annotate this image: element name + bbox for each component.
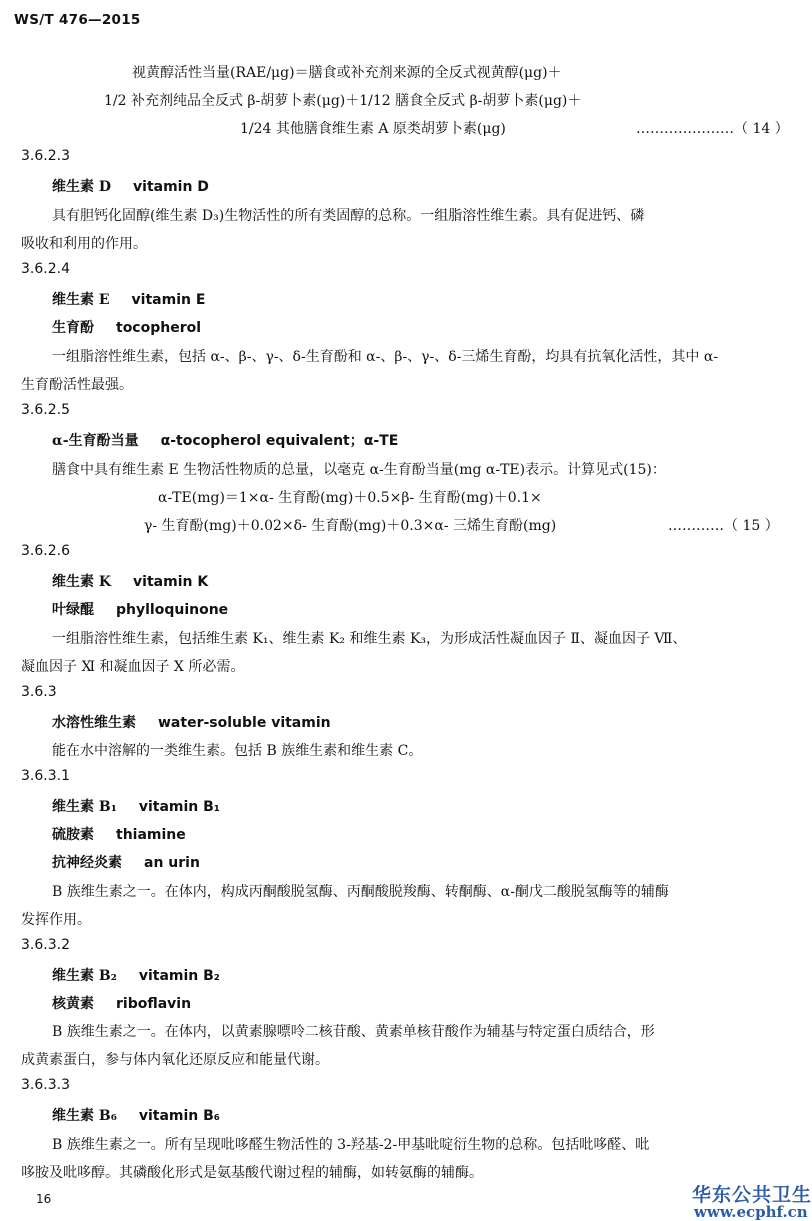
definition-line: 能在水中溶解的一类维生素。包括 B 族维生素和维生素 C。: [52, 743, 423, 759]
term-cn: 硫胺素: [52, 827, 94, 843]
section-number: 3.6.2.3: [21, 148, 70, 164]
term-vitamin-b2: [52, 965, 220, 985]
definition-line: 哆胺及吡哆醇。其磷酸化形式是氨基酸代谢过程的辅酶，如转氨酶的辅酶。: [21, 1165, 483, 1181]
term-aneurin: [52, 852, 200, 872]
term-cn: 维生素 K: [52, 574, 112, 590]
term-tocopherol: [52, 317, 201, 337]
term-cn: 维生素 B₆: [52, 1108, 117, 1124]
term-cn: 生育酚: [52, 320, 94, 336]
definition-line: 凝血因子 Ⅺ 和凝血因子 Ⅹ 所必需。: [21, 659, 245, 675]
definition-line: 一组脂溶性维生素，包括 α-、β-、γ-、δ-生育酚和 α-、β-、γ-、δ-三烯生育酚，均具有抗氧化活性，其中 α-: [52, 349, 719, 365]
term-alpha-te: [52, 430, 398, 450]
formula-14-number: …………………（ 14 ）: [636, 121, 789, 137]
definition-line: B 族维生素之一。在体内，以黄素腺嘌呤二核苷酸、黄素单核苷酸作为辅基与特定蛋白质结合，形: [52, 1024, 655, 1040]
section-number: 3.6.2.6: [21, 543, 70, 559]
term-cn: α-生育酚当量: [52, 433, 139, 449]
section-number: 3.6.3.1: [21, 768, 70, 784]
term-en: vitamin B₁: [138, 799, 220, 815]
formula-15-line-1: α-TE(mg)＝1×α- 生育酚(mg)＋0.5×β- 生育酚(mg)＋0.1×: [158, 490, 542, 506]
definition-line: 发挥作用。: [21, 912, 91, 928]
section-number: 3.6.3.3: [21, 1077, 70, 1093]
page-number: 16: [36, 1192, 52, 1206]
term-en: vitamin B₂: [138, 968, 220, 984]
definition-line: 膳食中具有维生素 E 生物活性物质的总量，以毫克 α-生育酚当量(mg α-TE)表示。计算见式(15)：: [52, 462, 666, 478]
formula-15-number: …………（ 15 ）: [668, 518, 779, 534]
term-cn: 核黄素: [52, 996, 94, 1012]
definition-line: B 族维生素之一。在体内，构成丙酮酸脱氢酶、丙酮酸脱羧酶、转酮酶、α-酮戊二酸脱氢酶等的辅酶: [52, 884, 669, 900]
definition-line: 生育酚活性最强。: [21, 377, 133, 393]
term-vitamin-d: [52, 176, 209, 196]
term-en: vitamin E: [131, 292, 206, 308]
term-phylloquinone: [52, 599, 228, 619]
term-vitamin-k: [52, 571, 208, 591]
term-en: vitamin B₆: [138, 1108, 220, 1124]
section-number: 3.6.3.2: [21, 937, 70, 953]
section-number: 3.6.3: [21, 684, 57, 700]
term-water-soluble-vitamin: [52, 712, 331, 732]
watermark-url: www.ecphf.cn: [694, 1203, 808, 1221]
term-cn: 抗神经炎素: [52, 855, 122, 871]
term-cn: 叶绿醌: [52, 602, 94, 618]
term-en: vitamin D: [133, 179, 209, 195]
term-vitamin-e: [52, 289, 205, 309]
term-cn: 维生素 B₂: [52, 968, 117, 984]
term-cn: 水溶性维生素: [52, 715, 136, 731]
watermark-name: 华东公共卫生: [692, 1184, 812, 1206]
section-number: 3.6.2.5: [21, 402, 70, 418]
term-en: vitamin K: [133, 574, 209, 590]
definition-line: 具有胆钙化固醇(维生素 D₃)生物活性的所有类固醇的总称。一组脂溶性维生素。具有促进钙、磷: [52, 208, 645, 224]
section-number: 3.6.2.4: [21, 261, 70, 277]
term-vitamin-b1: [52, 796, 220, 816]
term-cn: 维生素 B₁: [52, 799, 117, 815]
term-en: α-tocopherol equivalent；α-TE: [160, 433, 399, 449]
document-header: WS/T 476—2015: [14, 12, 141, 28]
term-en: water-soluble vitamin: [158, 715, 331, 731]
definition-line: 吸收和利用的作用。: [21, 236, 147, 252]
term-vitamin-b6: [52, 1105, 220, 1125]
definition-line: 成黄素蛋白，参与体内氧化还原反应和能量代谢。: [21, 1052, 329, 1068]
term-en: an urin: [144, 855, 200, 871]
term-en: thiamine: [116, 827, 186, 843]
term-en: riboflavin: [116, 996, 192, 1012]
term-cn: 维生素 E: [52, 292, 110, 308]
formula-14-line-3: 1/24 其他膳食维生素 A 原类胡萝卜素(μg): [240, 121, 506, 137]
term-en: tocopherol: [116, 320, 202, 336]
definition-line: 一组脂溶性维生素，包括维生素 K₁、维生素 K₂ 和维生素 K₃，为形成活性凝血因子 Ⅱ、凝血因子 Ⅶ、: [52, 631, 687, 647]
term-en: phylloquinone: [116, 602, 229, 618]
definition-line: B 族维生素之一。所有呈现吡哆醛生物活性的 3-羟基-2-甲基吡啶衍生物的总称。包括吡哆醛、吡: [52, 1137, 650, 1153]
formula-14-line-1: 视黄醇活性当量(RAE/μg)＝膳食或补充剂来源的全反式视黄醇(μg)＋: [132, 65, 562, 81]
term-thiamine: [52, 824, 186, 844]
term-riboflavin: [52, 993, 191, 1013]
term-cn: 维生素 D: [52, 179, 112, 195]
formula-15-line-2: γ- 生育酚(mg)＋0.02×δ- 生育酚(mg)＋0.3×α- 三烯生育酚(mg): [144, 518, 557, 534]
formula-14-line-2: 1/2 补充剂纯品全反式 β-胡萝卜素(μg)＋1/12 膳食全反式 β-胡萝卜素(μg)＋: [104, 93, 582, 109]
